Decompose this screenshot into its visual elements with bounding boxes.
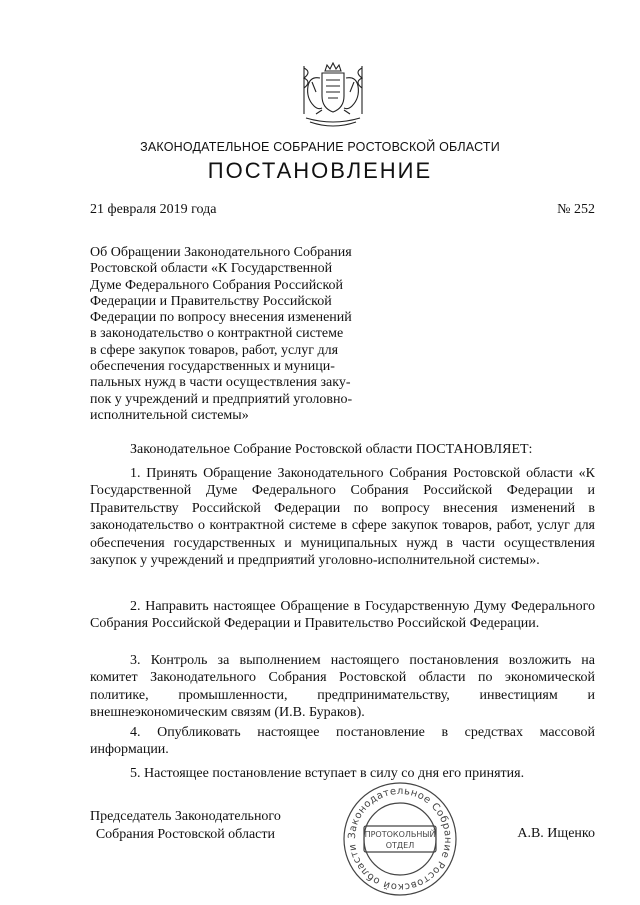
title-line: Об Обращении Законодательного Собрания: [90, 245, 352, 260]
document-date: 21 февраля 2019 года: [90, 202, 217, 217]
title-line: пальных нужд в части осуществления заку-: [90, 375, 351, 391]
title-line: Федерации по вопросу внесения изменений: [90, 310, 352, 326]
official-stamp-icon: [340, 780, 460, 898]
title-line: пок у учреждений и предприятий уголовно-: [90, 391, 353, 407]
signer-name: А.В. Ищенко: [517, 826, 595, 841]
paragraph-1: 1. Принять Обращение Законодательного Собрания Ростовской области «К Государственной Думе Федерального Собрания Российской Федерации и Правительству Российской Федерации по вопросу внесения изменений в законодательство о контрактной системе в сфере закупок товаров, работ, услуг для обеспечения государственных и муниципальных нужд в части осуществления закупок у учреждений и предприятий уголовно-исполнительной системы».: [90, 466, 595, 569]
title-line: обеспечения государственных и муници-: [90, 359, 335, 375]
title-line: Федерации и Правительству Российской: [90, 293, 332, 309]
title-line: Думе Федерального Собрания Российской: [90, 277, 344, 293]
document-type-heading: ПОСТАНОВЛЕНИЕ: [207, 158, 433, 183]
coat-of-arms-icon: [292, 62, 374, 132]
paragraph-5: 5. Настоящее постановление вступает в силу со дня его принятия.: [130, 766, 525, 781]
signer-position-line: Председатель Законодательного: [90, 809, 281, 824]
stamp-center-line-1: ПРОТОКОЛЬНЫЙ: [364, 830, 436, 839]
document-number: № 252: [557, 202, 595, 217]
organization-name: ЗАКОНОДАТЕЛЬНОЕ СОБРАНИЕ РОСТОВСКОЙ ОБЛАСТИ: [140, 140, 500, 154]
preamble: Законодательное Собрание Ростовской области ПОСТАНОВЛЯЕТ:: [130, 442, 533, 457]
document-title: [90, 245, 376, 424]
paragraph-4: 4. Опубликовать настоящее постановление в средствах массовой информации.: [90, 725, 595, 758]
paragraph-3: 3. Контроль за выполнением настоящего постановления возложить на комитет Законодательного Собрания Ростовской области по экономической политике, промышленности, предпринимательству, инвестициям и внешнеэкономическим связям (И.В. Бураков).: [90, 653, 595, 721]
stamp-ring-text: Законодательное Собрание Ростовской области: [346, 785, 454, 893]
paragraph-2: 2. Направить настоящее Обращение в Государственную Думу Федерального Собрания Российской Федерации и Правительство Российской Федерации.: [90, 599, 595, 632]
title-line: в сфере закупок товаров, работ, услуг для: [90, 342, 339, 358]
stamp-center-line-2: ОТДЕЛ: [385, 841, 415, 850]
title-line: в законодательство о контрактной системе: [90, 326, 344, 342]
signer-position-line: Собрания Ростовской области: [95, 826, 275, 842]
title-line: исполнительной системы»: [90, 407, 249, 423]
signer-position: [90, 808, 281, 843]
title-line: Ростовской области «К Государственной: [90, 261, 333, 277]
